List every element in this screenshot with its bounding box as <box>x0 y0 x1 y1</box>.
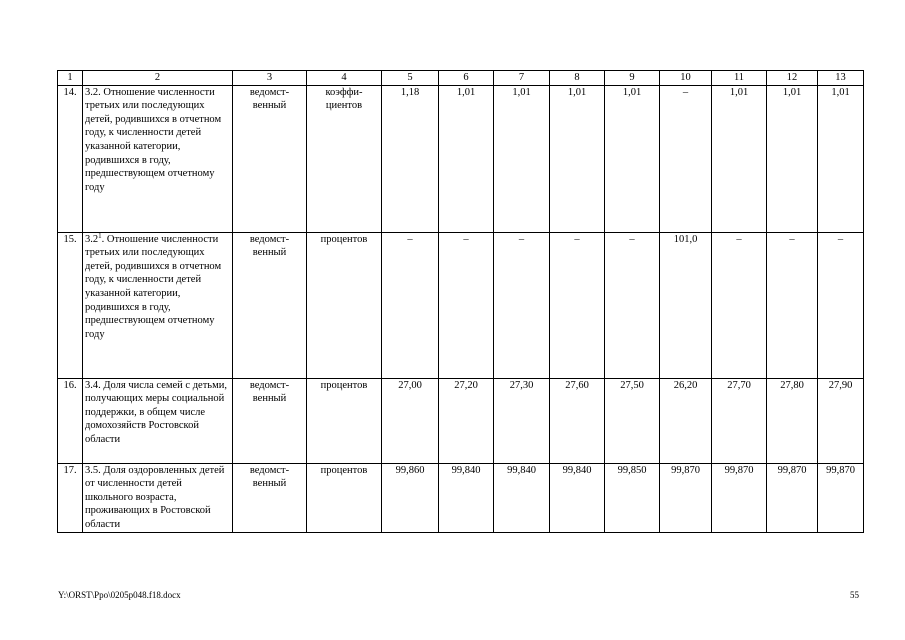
value-cell: 99,870 <box>818 463 864 532</box>
value-cell: 27,50 <box>605 378 660 463</box>
value-cell: 1,01 <box>767 85 818 232</box>
value-cell: 99,870 <box>660 463 712 532</box>
indicator-name <box>83 378 233 463</box>
value-cell: – <box>660 85 712 232</box>
unit: процентов <box>307 232 382 378</box>
value-cell: – <box>605 232 660 378</box>
value-cell: 1,01 <box>818 85 864 232</box>
row-number: 14. <box>58 85 83 232</box>
value-cell: – <box>439 232 494 378</box>
indicator-text: 3.2. Отношение численности третьих или последующих детей, родившихся в отчетном году, к численности детей указанной категории, родившихся в году, предшествующем отчетному году <box>85 86 222 193</box>
column-number: 10 <box>660 71 712 86</box>
unit: процентов <box>307 463 382 532</box>
value-cell: 1,18 <box>382 85 439 232</box>
column-number-row <box>58 71 864 86</box>
value-cell: 99,860 <box>382 463 439 532</box>
value-cell: – <box>494 232 550 378</box>
data-source: ведомст-венный <box>233 463 307 532</box>
column-number: 13 <box>818 71 864 86</box>
indicators-table <box>57 70 864 533</box>
value-cell: 27,70 <box>712 378 767 463</box>
column-number: 6 <box>439 71 494 86</box>
value-cell: 99,850 <box>605 463 660 532</box>
value-cell: 1,01 <box>712 85 767 232</box>
column-number: 7 <box>494 71 550 86</box>
value-cell: 1,01 <box>605 85 660 232</box>
value-cell: 99,840 <box>439 463 494 532</box>
footer-file-path: Y:\ORST\Ppo\0205p048.f18.docx <box>58 590 181 600</box>
value-cell: – <box>550 232 605 378</box>
column-number: 9 <box>605 71 660 86</box>
row-number: 15. <box>58 232 83 378</box>
unit: коэффи-циентов <box>307 85 382 232</box>
value-cell: 27,60 <box>550 378 605 463</box>
value-cell: 99,870 <box>712 463 767 532</box>
value-cell: – <box>712 232 767 378</box>
unit: процентов <box>307 378 382 463</box>
indicator-text: 3.4. Доля числа семей с детьми, получающих меры социальной поддержки, в общем числе домохозяйств Ростовской области <box>85 379 227 445</box>
column-number: 1 <box>58 71 83 86</box>
value-cell: 99,870 <box>767 463 818 532</box>
page-number: 55 <box>850 590 859 600</box>
value-cell: 99,840 <box>550 463 605 532</box>
table-row <box>58 378 864 463</box>
indicator-text: 3.5. Доля оздоровленных детей от численности детей школьного возраста, проживающих в Ростовской области <box>85 464 225 530</box>
row-number: 16. <box>58 378 83 463</box>
indicator-superscript: 1 <box>98 231 102 240</box>
value-cell: 27,20 <box>439 378 494 463</box>
value-cell: 26,20 <box>660 378 712 463</box>
value-cell: – <box>818 232 864 378</box>
value-cell: 1,01 <box>439 85 494 232</box>
column-number: 11 <box>712 71 767 86</box>
column-number: 8 <box>550 71 605 86</box>
data-source: ведомст-венный <box>233 232 307 378</box>
column-number: 12 <box>767 71 818 86</box>
value-cell: 27,30 <box>494 378 550 463</box>
column-number: 5 <box>382 71 439 86</box>
value-cell: 99,840 <box>494 463 550 532</box>
value-cell: 27,00 <box>382 378 439 463</box>
indicator-name <box>83 463 233 532</box>
indicator-text: . Отношение численности третьих или последующих детей, родившихся в отчетном году, к численности детей указанной категории, родившихся в году, предшествующем отчетному году <box>85 233 222 340</box>
indicator-name <box>83 85 233 232</box>
value-cell: 1,01 <box>494 85 550 232</box>
row-number: 17. <box>58 463 83 532</box>
table-row <box>58 463 864 532</box>
value-cell: 101,0 <box>660 232 712 378</box>
column-number: 2 <box>83 71 233 86</box>
data-source: ведомст-венный <box>233 378 307 463</box>
value-cell: – <box>382 232 439 378</box>
data-source: ведомст-венный <box>233 85 307 232</box>
value-cell: 1,01 <box>550 85 605 232</box>
table-row <box>58 85 864 232</box>
table-row <box>58 232 864 378</box>
value-cell: 27,80 <box>767 378 818 463</box>
value-cell: 27,90 <box>818 378 864 463</box>
value-cell: – <box>767 232 818 378</box>
indicator-code: 3.2 <box>85 233 99 245</box>
indicator-name <box>83 232 233 378</box>
column-number: 4 <box>307 71 382 86</box>
column-number: 3 <box>233 71 307 86</box>
